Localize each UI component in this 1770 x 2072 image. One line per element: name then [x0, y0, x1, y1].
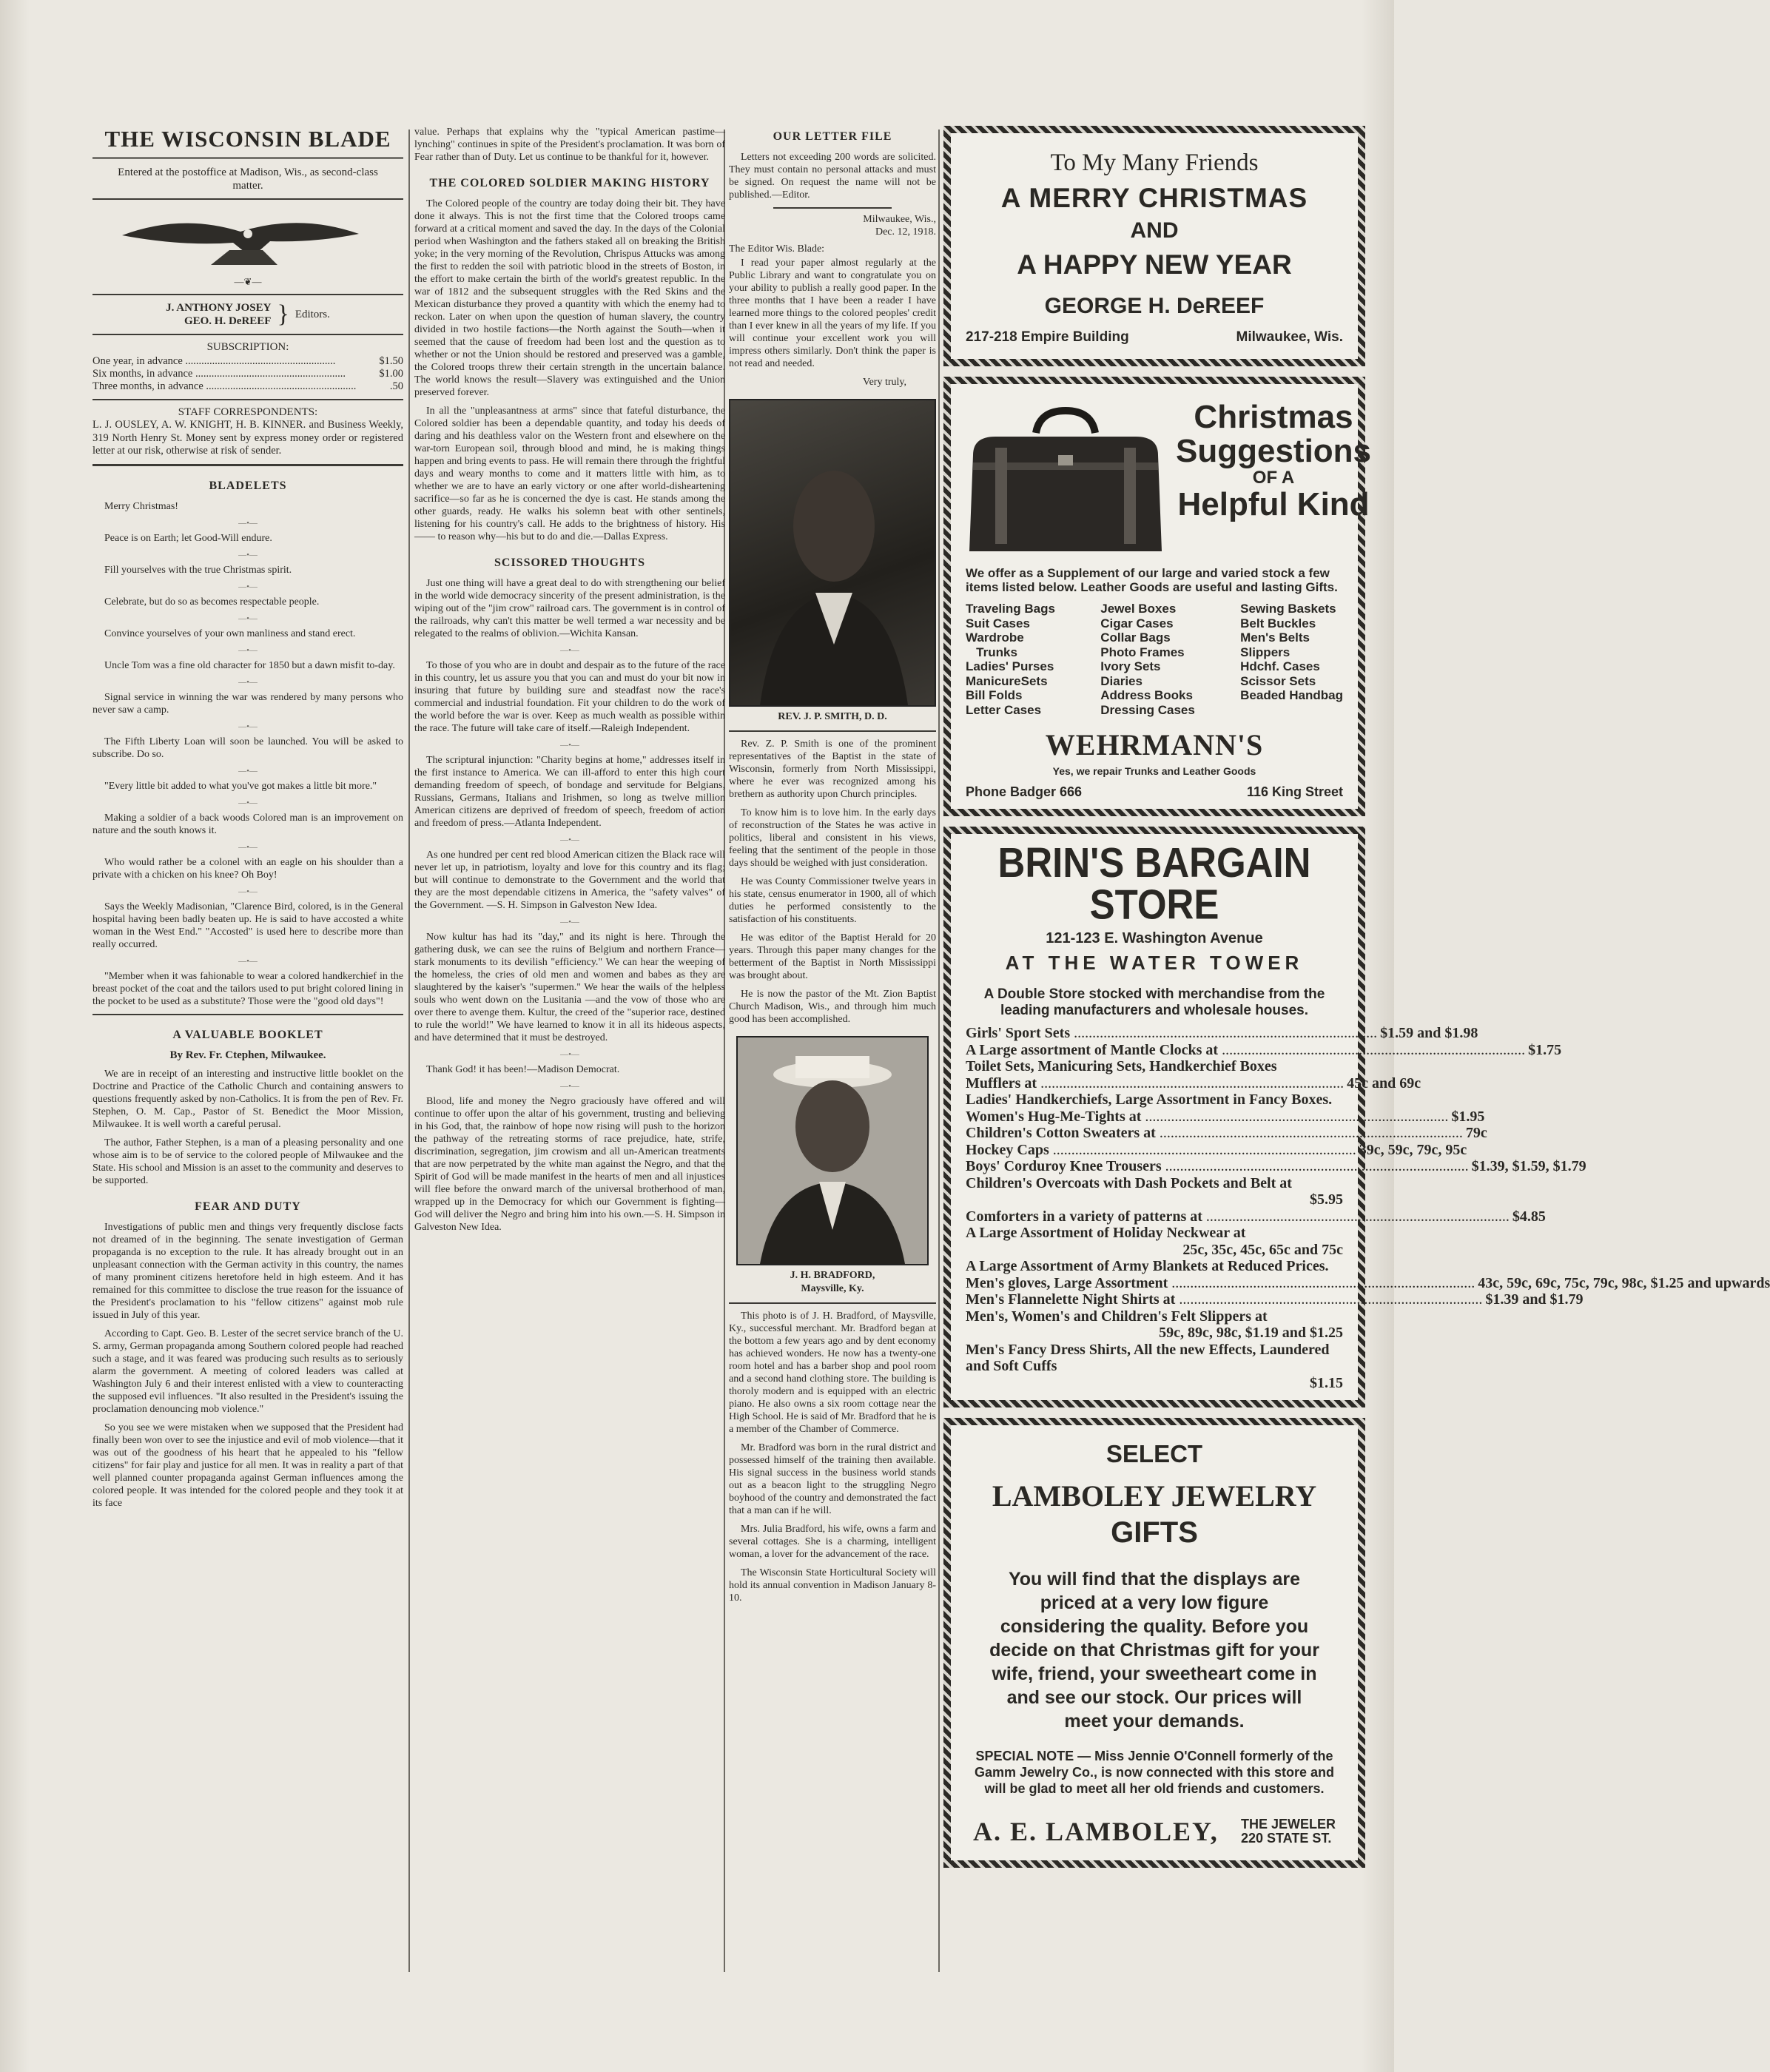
paragraph: To those of you who are in doubt and despair as to the future of the race in this country, let us assure you that you can and must do your bit now in insuring that future by building sure and steadfast now the race's commercial and industrial foundation. Fit your children to do the work of the world before the war is over. Keep as much wealth as possible within the race. The future will take care of itself.—Raleigh Independent.	[414, 660, 725, 734]
paragraph: The Fifth Liberty Loan will soon be launched. You will be asked to subscribe. Do so.	[92, 736, 403, 760]
separator-ornament: —•—	[238, 550, 258, 559]
paragraph: According to Capt. Geo. B. Lester of the secret service branch of the U. S. army, German propaganda among Southern colored people had reached such a stage, and it was feared was producing such results as to seriously alarm the government. A meeting of colored leaders was called at Washington July 6 and their interest enlisted with a view to counteracting the supposed evil influences. "It also resulted in the President's issuing the proclamation denouncing mob violence."	[92, 1328, 403, 1415]
subscription-term: Three months, in advance ........................................................	[92, 380, 357, 393]
eagle-emblem	[92, 206, 403, 272]
ornament-small: —❦—	[234, 276, 262, 288]
paragraph: Peace is on Earth; let Good-Will endure.	[104, 532, 272, 544]
subscription-row	[92, 355, 403, 368]
ad-title-line: Christmas	[1194, 399, 1353, 435]
ad-title-line: Helpful Kind	[1177, 485, 1370, 522]
price-list	[966, 1025, 1770, 1391]
ad-description: A Double Store stocked with merchandise from the leading manufacturers and wholesale houses.	[983, 986, 1325, 1018]
bradford-text	[729, 1310, 936, 1604]
price-item-price: $1.39 and $1.79	[1485, 1291, 1584, 1308]
dateline-date: Dec. 12, 1918.	[875, 226, 936, 238]
price-item	[966, 1308, 1343, 1342]
price-item-price: 59c, 89c, 98c, $1.19 and $1.25	[1159, 1325, 1343, 1341]
item-list-entry: Suit Cases	[966, 616, 1030, 630]
item-list-entry: Slippers	[1240, 645, 1291, 659]
paragraph: Mr. Bradford was born in the rural district and possessed himself of the training then available. His signal success in the business world stands out as a beacon light to the struggling Negro boyhood of the country and demonstrated the fact that a man can if he will.	[729, 1442, 936, 1516]
ad-brins	[943, 827, 1770, 1407]
subscription-row	[92, 380, 403, 393]
separator-ornament: —•—	[238, 956, 258, 966]
paragraph: So you see we were mistaken when we supposed that the President had finally been won over to see the injustice and evil of mob violence—that it was out of the goodness of his heart that he appealed to his "fellow citizens" for fair play and justice for all men. It was in reality a part of that well planned counter propaganda against German influences among the colored people. It was intended for the colored people and they took it at its face	[92, 1422, 403, 1509]
item-list	[966, 602, 1055, 717]
paragraph: Who would rather be a colonel with an eagle on his shoulder than a private with a chicken on his knee? Oh Boy!	[92, 856, 403, 881]
item-list	[1100, 602, 1195, 717]
ad-dereef	[943, 126, 1365, 366]
letter-body: I read your paper almost regularly at the Public Library and want to congratulate you on your ability to publish a really good paper. In the three months that I have been a reader I have learned more things to the colored peoples' credit than I ever knew in all the years of my life. If you will continue your excellent work you will impress others similarly. Don't think the paper is not read and needed.	[729, 258, 936, 369]
item-list-entry: Cigar Cases	[1100, 616, 1174, 630]
separator-ornament: —•—	[560, 741, 579, 750]
separator-ornament: —•—	[560, 1050, 579, 1059]
booklet-byline: By Rev. Fr. Ctephen, Milwaukee.	[169, 1049, 326, 1061]
fear-text	[92, 1221, 403, 1510]
price-item-label: Women's Hug-Me-Tights at .....	[966, 1109, 1448, 1126]
paragraph: Now kultur has had its "day," and its night is here. Through the gathering dusk, we can see the ruins of Belgium and northern France—stark monuments to its devilish "efficiency." We can hear the weeping of the homeless, the cries of old men and women and babes as they are slaughtered by the kaiser's "supermen." We hear the wails of the helpless souls who went down on the Lusitania —and the vow of those who are over there to avenge them. Kultur, the creed of the "superior race, destined to rule the world!" We have learned to know it in all its hideous aspects, and have determined that it must be destroyed.	[414, 932, 725, 1043]
staff-text: L. J. OUSLEY, A. W. KNIGHT, H. B. KINNER. and Business Weekly, 319 North Henry St. Money sent by express money order or registered letter at our risk, otherwise at risk of sender.	[92, 419, 403, 457]
item-list-entry: Ladies' Purses	[966, 659, 1054, 673]
separator-ornament: —•—	[238, 582, 258, 591]
staff-heading: STAFF CORRESPONDENTS:	[178, 406, 318, 419]
price-item-label: Children's Overcoats with Dash Pockets and Belt at	[966, 1174, 1292, 1191]
separator-ornament: —•—	[560, 835, 579, 844]
price-item-price: 43c, 59c, 69c, 75c, 79c, 98c, $1.25 and upwards	[1478, 1274, 1770, 1291]
column-rule	[408, 130, 410, 1972]
paragraph: The author, Father Stephen, is a man of a pleasing personality and one whose aim is to be of service to the colored people of Milwaukee and the State. His school and Mission is an asset to the community and deserves to be supported.	[92, 1137, 403, 1186]
price-item-label: Comforters in a variety of patterns at .....	[966, 1208, 1510, 1225]
price-item	[966, 1025, 1478, 1042]
price-item-price: 79c	[1465, 1125, 1487, 1141]
price-item-price: $1.75	[1528, 1041, 1562, 1058]
ad-line: A MERRY CHRISTMAS	[1000, 183, 1308, 213]
separator-ornament: —•—	[560, 1082, 579, 1091]
suitcase-illustration	[966, 403, 1165, 559]
editors-block	[92, 301, 403, 328]
separator-ornament: —•—	[560, 646, 579, 655]
item-list-entry: Traveling Bags	[966, 602, 1055, 616]
masthead-title: THE WISCONSIN BLADE	[92, 126, 403, 159]
price-item-label: Children's Cotton Sweaters at .....	[966, 1125, 1463, 1142]
subscription-price: .50	[389, 380, 403, 393]
paragraph: The scriptural injunction: "Charity begins at home," addresses itself in the first instance to America. We can ill-afford to enter this high court demanding freedom of speech, of bondage and servitude for Belgians, Russians, Germans, Italians and Irishmen, so long as twelve million American citizens are deprived of freedom of speech, freedom of action and freedom of press.—Atlanta Independent.	[414, 755, 725, 829]
paragraph: Making a soldier of a back woods Colored man is an improvement on nature and the south knows it.	[92, 812, 403, 836]
item-list-entry: ManicureSets	[966, 673, 1048, 688]
ad-line: GIFTS	[1111, 1516, 1198, 1549]
paragraph: This photo is of J. H. Bradford, of Maysville, Ky., successful merchant. Mr. Bradford began at the bottom a few years ago and by dent economy has achieved wonders. He now has a twenty-one room hotel and has a barber shop and pool room and a second hand clothing store. The building is thoroly modern and is equipped with an electric piano. He also owns a six room cottage near the High School. He is said of Mr. Bradford that he is a member of the Chamber of Commerce.	[729, 1311, 936, 1435]
ad-tagline: AT THE WATER TOWER	[1005, 952, 1304, 974]
price-item-label: Men's Flannelette Night Shirts at .....	[966, 1291, 1482, 1308]
item-list-entry: Men's Belts	[1240, 630, 1310, 645]
paragraph: As one hundred per cent red blood American citizen the Black race will never let up, in patriotism, loyalty and love for this country and its flag; but will continue to demonstrate to the Government and the world that they are the most dependable citizens in America, the "safety valves" of the Government. —S. H. Simpson in Galveston New Idea.	[414, 850, 725, 911]
ad-brand: WEHRMANN'S	[1045, 728, 1264, 761]
price-item-price: $1.15	[1310, 1374, 1343, 1391]
price-item	[966, 1141, 1467, 1159]
item-list-entry: Sewing Baskets	[1240, 602, 1336, 616]
portrait-photo-smith	[729, 399, 936, 707]
booklet-heading: A VALUABLE BOOKLET	[172, 1028, 323, 1041]
subscription-heading: SUBSCRIPTION:	[206, 341, 289, 354]
price-item	[966, 1225, 1343, 1258]
continued-text: value. Perhaps that explains why the "typical American pastime—lynching" continues in spite of the President's proclamation. It was born of Fear rather than of Duty. Let us continue to be thankful for it, however.	[414, 127, 725, 163]
price-item	[966, 1175, 1343, 1208]
paragraph: "Every little bit added to what you've got makes a little bit more."	[104, 780, 377, 792]
ad-address: 121-123 E. Washington Avenue	[1046, 930, 1263, 946]
item-list-entry: Ivory Sets	[1100, 659, 1161, 673]
item-list-entry: Dressing Cases	[1100, 702, 1195, 717]
portrait-photo-bradford	[736, 1036, 929, 1265]
item-list-entry: Collar Bags	[1100, 630, 1171, 645]
price-item-price: 45c and 69c	[1347, 1074, 1421, 1092]
paragraph: Mrs. Julia Bradford, his wife, owns a farm and several cottages. She is a charming, intelligent woman, a lover for the advancement of the race.	[729, 1524, 936, 1560]
ad-address: 116 King Street	[1246, 784, 1343, 799]
column-2	[414, 126, 725, 1240]
separator-ornament: —•—	[238, 842, 258, 852]
price-item	[966, 1258, 1343, 1275]
price-item-label: Men's gloves, Large Assortment .....	[966, 1275, 1475, 1292]
soldier-heading: THE COLORED SOLDIER MAKING HISTORY	[429, 177, 710, 189]
paragraph: Uncle Tom was a fine old character for 1850 but a dawn misfit to-day.	[104, 659, 395, 671]
price-item	[966, 1291, 1584, 1308]
ad-line: AND	[1130, 218, 1179, 243]
ad-merchant-address: 220 STATE ST.	[1240, 1831, 1332, 1846]
letter-dateline	[729, 213, 936, 238]
ad-line: To My Many Friends	[1050, 149, 1259, 176]
price-item-price: $1.59 and $1.98	[1380, 1025, 1478, 1041]
item-list	[1240, 602, 1343, 717]
item-list-entry: Belt Buckles	[1240, 616, 1316, 630]
price-item-price: 25c, 35c, 45c, 65c and 75c	[1182, 1241, 1343, 1258]
ad-store-name: BRIN'S BARGAIN STORE	[997, 839, 1311, 928]
ad-merchant-title: THE JEWELER	[1240, 1817, 1336, 1832]
ad-wehrmann	[943, 377, 1372, 816]
price-item	[966, 1074, 1421, 1092]
ad-lamboley	[943, 1418, 1365, 1868]
subscription-price: $1.00	[379, 368, 403, 380]
paragraph: Fill yourselves with the true Christmas spirit.	[104, 564, 292, 576]
price-item	[966, 1041, 1562, 1059]
paragraph: Convince yourselves of your own manliness and stand erect.	[104, 628, 356, 639]
scissored-text	[414, 577, 725, 1234]
item-list-entry: Scissor Sets	[1240, 673, 1316, 688]
subscription-list	[92, 355, 403, 393]
editor-name: GEO. H. DeREEF	[184, 315, 272, 328]
price-item	[966, 1108, 1485, 1126]
price-item	[966, 1342, 1343, 1392]
ad-special-note: SPECIAL NOTE — Miss Jennie O'Connell formerly of the Gamm Jewelry Co., is now connected with this store and will be glad to meet all her old friends and customers.	[974, 1749, 1335, 1796]
paragraph: Celebrate, but do so as becomes respectable people.	[104, 596, 320, 608]
soldier-text	[414, 198, 725, 543]
price-item-label: Ladies' Handkerchiefs, Large Assortment in Fancy Boxes.	[966, 1092, 1333, 1108]
subscription-term: One year, in advance ........................................................	[92, 355, 336, 368]
price-item-price: $4.85	[1512, 1208, 1546, 1225]
editors-label: Editors.	[295, 308, 330, 320]
paragraph: We are in receipt of an interesting and instructive little booklet on the Doctrine and Practice of the Catholic Church and containing answers to questions frequently asked by non-Catholics. It is from the pen of Rev. Fr. Stephen, O. M. Cap., Pastor of St. Benedict the Moor Mission, Milwaukee. It is well worth a careful perusal.	[92, 1068, 403, 1130]
item-list-entry: Diaries	[1100, 673, 1143, 688]
ad-merchant-name: A. E. LAMBOLEY,	[973, 1817, 1219, 1846]
bladelets-heading: BLADELETS	[209, 479, 287, 492]
price-item	[966, 1158, 1586, 1175]
photo-caption-bradford: J. H. BRADFORD,	[790, 1270, 875, 1281]
editor-name: J. ANTHONY JOSEY	[166, 302, 272, 314]
photo-caption-smith: REV. J. P. SMITH, D. D.	[778, 711, 887, 722]
item-list-entry: Letter Cases	[966, 702, 1042, 717]
price-item-label: A Large Assortment of Army Blankets at Reduced Prices.	[966, 1258, 1329, 1274]
price-item-label: Men's, Women's and Children's Felt Slippers at	[966, 1308, 1268, 1325]
paragraph: He was editor of the Baptist Herald for 20 years. Through this paper many changes for the betterment of the Baptist in North Mississippi was brought about.	[729, 932, 936, 981]
paragraph: The Wisconsin State Horticultural Society will hold its annual convention in Madison January 8-10.	[729, 1567, 936, 1604]
paragraph: Says the Weekly Madisonian, "Clarence Bird, colored, is in the General hospital having been badly beaten up. He is said to have accosted a white woman in the West End." "Accosted" is used here to describe more than really occurred.	[92, 901, 403, 950]
separator-ornament: —•—	[238, 722, 258, 731]
smith-text	[729, 738, 936, 1026]
separator-ornament: —•—	[238, 766, 258, 776]
postoffice-entry: Entered at the postoffice at Madison, Wis., as second-class matter.	[118, 166, 378, 192]
ad-repair-note: Yes, we repair Trunks and Leather Goods	[1052, 765, 1256, 777]
column-3	[729, 126, 936, 1610]
price-item-label: A Large Assortment of Holiday Neckwear at	[966, 1225, 1246, 1241]
photo-caption-bradford-town: Maysville, Ky.	[801, 1283, 864, 1294]
item-list-entry: Photo Frames	[1100, 645, 1185, 659]
paragraph: In all the "unpleasantness at arms" since that fateful disturbance, the Colored soldier has been a dependable quantity, and today his deeds of daring and his deathless valor on the Western front and elsewhere on the war-torn European soil, through blood and mind, he is making things happen and bring events to pass. He will remain there through the frightful days and weary months to come and it matters little with him, as to whether we are to have an early victory or one after world-disheartening sacrifice—so far as he is concerned the dye is cast. He stands among the other guards, ready. He walks his solemn beat with other sentinels, listening for his country's call. He adds to the brightness of history. His —— to reason why—his but to do and die.—Dallas Express.	[414, 406, 725, 542]
separator-ornament: —•—	[238, 677, 258, 687]
column-1	[92, 126, 403, 1516]
column-rule	[938, 130, 940, 1972]
item-list-entry: Address Books	[1100, 688, 1193, 702]
ad-copy: You will find that the displays are priced at a very low figure considering the quality. Before you decide on that Christmas gift for your wife, friend, your sweetheart come in and see our stock. Our prices will meet your demands.	[989, 1569, 1319, 1732]
paragraph: To know him is to love him. In the early days of reconstruction of the States he was active in politics, liberal and consistent in his views, feeling that the sentiment of the people in those days should be weighed with just consideration.	[729, 807, 936, 869]
price-item-label: Hockey Caps .....	[966, 1142, 1356, 1159]
separator-ornament: —•—	[560, 918, 579, 926]
ad-line: SELECT	[1106, 1440, 1203, 1467]
subscription-row	[92, 368, 403, 380]
paragraph: "Member when it was fahionable to wear a colored handkerchief in the breast pocket of the coat and the tailors used to put bright colored lining in the pocket to be used as a substitute? Those were the "good old days"!	[92, 970, 403, 1007]
letter-file-heading: OUR LETTER FILE	[773, 130, 892, 143]
bladelets-list	[92, 500, 403, 1008]
paragraph: Blood, life and money the Negro graciously have offered and will continue to offer upon the altar of his government, trusting and believing in his God, that, the rainbow of hope now rising will push to the horizon the pathway of the retreating storms of race prejudice, hate, strife, discrimination, segregation, jim crowism and all un-American treatments that are now perpetrated by the white man against the Negro, and that the Spirit of God will be made manifest in the hearts of men and all injustices will flee before the onward march of the universal brotherhood of man, wrapped up in the Democracy for which our Government is fighting—God will deliver the Negro and bring him into his own.—S. H. Simpson in Galveston New Idea.	[414, 1096, 725, 1233]
scissored-heading: SCISSORED THOUGHTS	[494, 556, 645, 569]
ad-advertiser: GEORGE H. DeREEF	[1044, 294, 1265, 318]
column-ads	[943, 126, 1770, 1878]
paragraph: Just one thing will have a great deal to do with strengthening our belief in the world wide democracy sincerity of the present administration, is the wiping out of the "jim crow" railroad cars. The government is in control of the railroads, why can't this matter be well termed a war necessity and be relegated to the realms of oblivion.—Wichita Kansan.	[414, 578, 725, 639]
ad-phone: Phone Badger 666	[966, 784, 1083, 799]
price-item	[966, 1092, 1343, 1109]
letter-intro: Letters not exceeding 200 words are solicited. They must contain no personal attacks and must be signed. On request the name will not be published.—Editor.	[729, 152, 936, 201]
ad-line: A HAPPY NEW YEAR	[1017, 249, 1292, 280]
price-item-label: Men's Fancy Dress Shirts, All the new Effects, Laundered and Soft Cuffs	[966, 1341, 1330, 1374]
price-item	[966, 1125, 1487, 1142]
separator-ornament: —•—	[238, 518, 258, 528]
letter-closing: Very truly,	[863, 377, 906, 388]
price-item	[966, 1274, 1770, 1292]
dateline-city: Milwaukee, Wis.,	[863, 214, 936, 225]
item-list-entry: Jewel Boxes	[1100, 602, 1177, 616]
price-item-price: $5.95	[1310, 1191, 1343, 1208]
item-list-entry: Beaded Handbag	[1240, 688, 1343, 702]
subscription-price: $1.50	[379, 355, 403, 368]
price-item-label: Girls' Sport Sets .....	[966, 1025, 1377, 1042]
item-list-entry: Bill Folds	[966, 688, 1023, 702]
price-item-label: Boys' Corduroy Knee Trousers .....	[966, 1158, 1469, 1175]
ad-intro: We offer as a Supplement of our large and varied stock a few items listed below. Leather Goods are useful and lasting Gifts.	[966, 566, 1338, 594]
paragraph: Rev. Z. P. Smith is one of the prominent representatives of the Baptist in the state of Wisconsin, formerly from North Mississippi, where he ever was recognized among his brethern as authority upon Church principles.	[729, 739, 936, 800]
ad-title-line: Suggestions	[1176, 433, 1372, 470]
paragraph: Signal service in winning the war was rendered by many persons who never saw a camp.	[92, 691, 403, 716]
price-item-price: $1.95	[1451, 1108, 1485, 1125]
paragraph: Thank God! it has been!—Madison Democrat.	[426, 1064, 620, 1075]
price-item-label: Mufflers at .....	[966, 1075, 1344, 1092]
price-item	[966, 1208, 1546, 1225]
ad-title-line: OF A	[1252, 468, 1295, 488]
ad-line: LAMBOLEY JEWELRY	[992, 1479, 1317, 1513]
price-item	[966, 1058, 1343, 1075]
price-item-label: A Large assortment of Mantle Clocks at .....	[966, 1042, 1525, 1059]
subscription-term: Six months, in advance ........................................................	[92, 368, 346, 380]
price-item-price: 39c, 59c, 79c, 95c	[1359, 1141, 1467, 1158]
ad-city: Milwaukee, Wis.	[1236, 329, 1343, 345]
booklet-text	[92, 1068, 403, 1187]
paragraph: He was County Commissioner twelve years in his state, census enumerator in 1900, all of which duties he performed consistently to the satisfaction of his constituents.	[729, 876, 936, 925]
item-list-entry: Trunks	[966, 645, 1017, 659]
item-list-entry: Wardrobe	[966, 630, 1024, 645]
paragraph: Investigations of public men and things very frequently disclose facts not dreamed of in the beginning. The senate investigation of German propaganda is no exception to the rule. It has already brought out in an unpleasant connection with the German activity in this country, the names of many prominent citizens heretofore held in high esteem. And it has remained for this committee to disclose the true reason for the issuance of the President's proclamation to his "fellow citizens" against mob rule issued in July of this year.	[92, 1221, 403, 1321]
ad-address: 217-218 Empire Building	[966, 329, 1129, 345]
item-list-entry: Hdchf. Cases	[1240, 659, 1320, 673]
separator-ornament: —•—	[238, 645, 258, 655]
brace-glyph: }	[277, 300, 289, 329]
paragraph: He is now the pastor of the Mt. Zion Baptist Church Madison, Wis., and through him much good has been accomplished.	[729, 989, 936, 1025]
paragraph: The Colored people of the country are today doing their bit. They have done it always. This is not the first time that the Colored troops came forward at a critical moment and saved the day. In the days of the Colonial period when Washington and the fathers staked all on breaking the British yoke; in the very morning of the Revolution, Chrispus Attucks was among the first to redden the soil with patriotic blood in the streets of Boston, in the effort to make certain the birth of the world's greatest republic. In the war of 1812 and the subsequent struggles with the Red Skins and the Mexican disturbance they proved a quantity with which the enemy had to reckon. Later on when upon the question of human slavery, the country divided in two hostile factions—the North against the South—when it seemed that the cause of freedom had been lost and the question as to whether or not the Union should be restored and preserved was a gamble, the Colored troops threw their certain strength in the uncertain balance. The world knows the result—Slavery was extinguished and the Union preserved forever.	[414, 198, 725, 398]
price-item-price: $1.39, $1.59, $1.79	[1471, 1158, 1586, 1174]
price-item-label: Toilet Sets, Manicuring Sets, Handkerchief Boxes	[966, 1058, 1277, 1074]
paragraph: Merry Christmas!	[104, 500, 178, 512]
letter-salutation: The Editor Wis. Blade:	[729, 243, 825, 255]
separator-ornament: —•—	[238, 887, 258, 896]
fear-heading: FEAR AND DUTY	[195, 1200, 301, 1213]
separator-ornament: —•—	[238, 613, 258, 623]
separator-ornament: —•—	[238, 798, 258, 807]
